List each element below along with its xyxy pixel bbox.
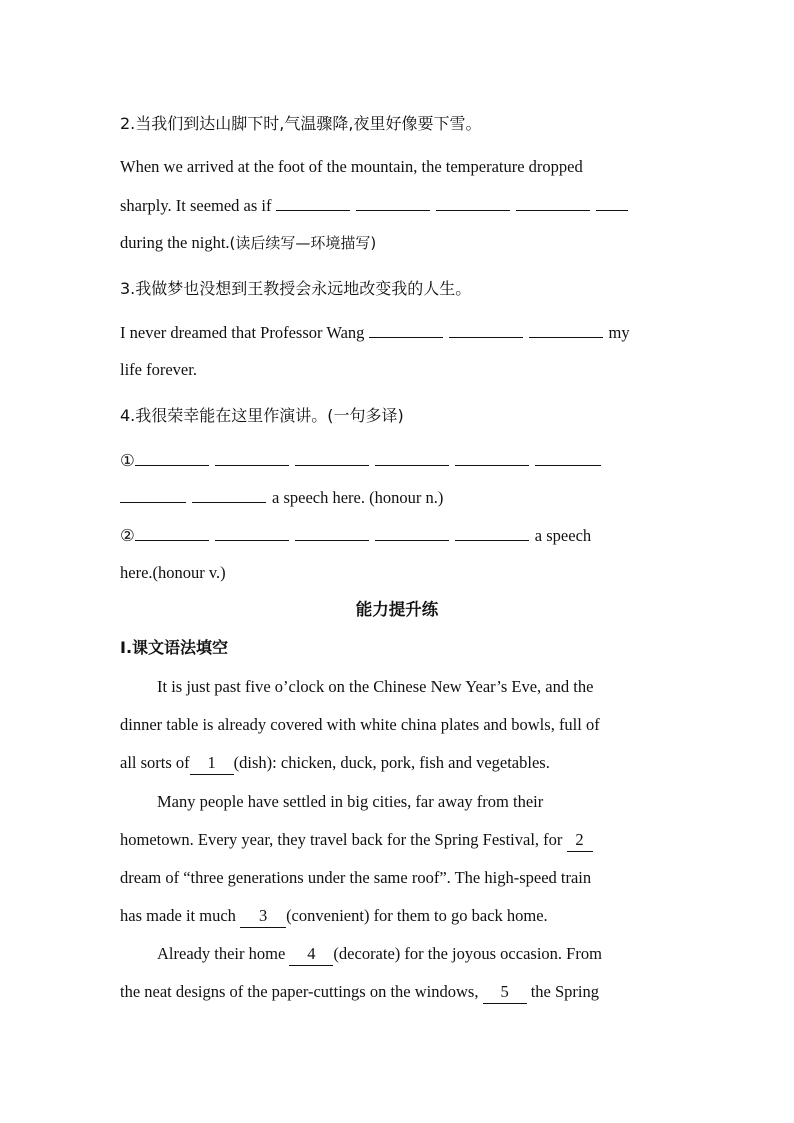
numbered-blank-4[interactable]: 4	[289, 943, 333, 966]
q3-line-1	[120, 321, 680, 344]
passage-p2-line-4	[120, 905, 680, 928]
answer-blank[interactable]	[215, 524, 289, 541]
passage-p3-line-1	[157, 943, 677, 966]
section-heading: 能力提升练	[355, 600, 439, 619]
answer-blank[interactable]	[215, 449, 289, 466]
answer-blank[interactable]	[516, 194, 590, 211]
answer-blank[interactable]	[295, 524, 369, 541]
passage-p2-line-2	[120, 829, 680, 852]
passage-text: (dish): chicken, duck, pork, fish and vegetables.	[233, 753, 550, 772]
q2-note: (读后续写—环境描写)	[229, 234, 377, 252]
answer-blank[interactable]	[455, 449, 529, 466]
answer-blank[interactable]	[120, 486, 186, 503]
passage-text: all sorts of	[120, 753, 190, 772]
answer-blank[interactable]	[449, 321, 523, 338]
passage-p2-line-1: Many people have settled in big cities, far away from their	[157, 792, 544, 811]
answer-blank[interactable]	[135, 524, 209, 541]
numbered-blank-2[interactable]: 2	[567, 829, 593, 852]
q2-line-2-text: sharply. It seemed as if	[120, 196, 272, 215]
passage-p1-line-3	[120, 752, 680, 775]
answer-blank[interactable]	[436, 194, 510, 211]
q2-title: 2.当我们到达山脚下时,气温骤降,夜里好像要下雪。	[120, 114, 482, 133]
answer-blank[interactable]	[375, 449, 449, 466]
passage-p1-line-2: dinner table is already covered with white china plates and bowls, full of	[120, 715, 600, 734]
numbered-blank-5[interactable]: 5	[483, 981, 527, 1004]
q2-line-3	[120, 232, 680, 254]
answer-blank[interactable]	[455, 524, 529, 541]
q4-option-2-suffix: a speech	[534, 526, 592, 545]
answer-blank[interactable]	[276, 194, 350, 211]
q2-line-3-text: during the night.	[120, 233, 230, 252]
passage-text: (convenient) for them to go back home.	[286, 906, 548, 925]
passage-text: has made it much	[120, 906, 236, 925]
q4-option-2-line-1	[120, 524, 680, 547]
passage-text: the neat designs of the paper-cuttings on the windows,	[120, 982, 479, 1001]
q4-option-2-marker: ②	[120, 526, 135, 545]
passage-p1-line-1: It is just past five o’clock on the Chinese New Year’s Eve, and the	[157, 677, 594, 696]
q4-option-1-line-1	[120, 449, 680, 472]
q3-title: 3.我做梦也没想到王教授会永远地改变我的人生。	[120, 279, 472, 298]
passage-p3-line-2	[120, 981, 680, 1004]
answer-blank[interactable]	[295, 449, 369, 466]
passage-text: the Spring	[530, 982, 600, 1001]
q3-line-1-suffix: my	[608, 323, 630, 342]
q2-line-2	[120, 194, 680, 217]
answer-blank[interactable]	[375, 524, 449, 541]
numbered-blank-1[interactable]: 1	[190, 752, 234, 775]
q4-option-1-line-2	[120, 486, 680, 509]
answer-blank[interactable]	[529, 321, 603, 338]
passage-text: (decorate) for the joyous occasion. From	[333, 944, 602, 963]
answer-blank[interactable]	[356, 194, 430, 211]
passage-text: hometown. Every year, they travel back for the Spring Festival, for	[120, 830, 563, 849]
answer-blank[interactable]	[369, 321, 443, 338]
answer-blank[interactable]	[192, 486, 266, 503]
q4-option-1-marker: ①	[120, 451, 135, 470]
numbered-blank-3[interactable]: 3	[240, 905, 286, 928]
answer-blank[interactable]	[596, 194, 628, 211]
q4-option-2-line-2: here.(honour v.)	[120, 563, 226, 582]
q3-line-2: life forever.	[120, 360, 197, 379]
q2-line-1: When we arrived at the foot of the mountain, the temperature dropped	[120, 157, 583, 176]
q3-line-1-text: I never dreamed that Professor Wang	[120, 323, 365, 342]
q4-title: 4.我很荣幸能在这里作演讲。(一句多译)	[120, 406, 404, 425]
passage-p2-line-3: dream of “three generations under the same roof”. The high-speed train	[120, 868, 592, 887]
answer-blank[interactable]	[135, 449, 209, 466]
answer-blank[interactable]	[535, 449, 601, 466]
q4-option-1-suffix: a speech here. (honour n.)	[272, 488, 444, 507]
passage-text: Already their home	[157, 944, 286, 963]
part-title: Ⅰ.课文语法填空	[120, 638, 229, 657]
